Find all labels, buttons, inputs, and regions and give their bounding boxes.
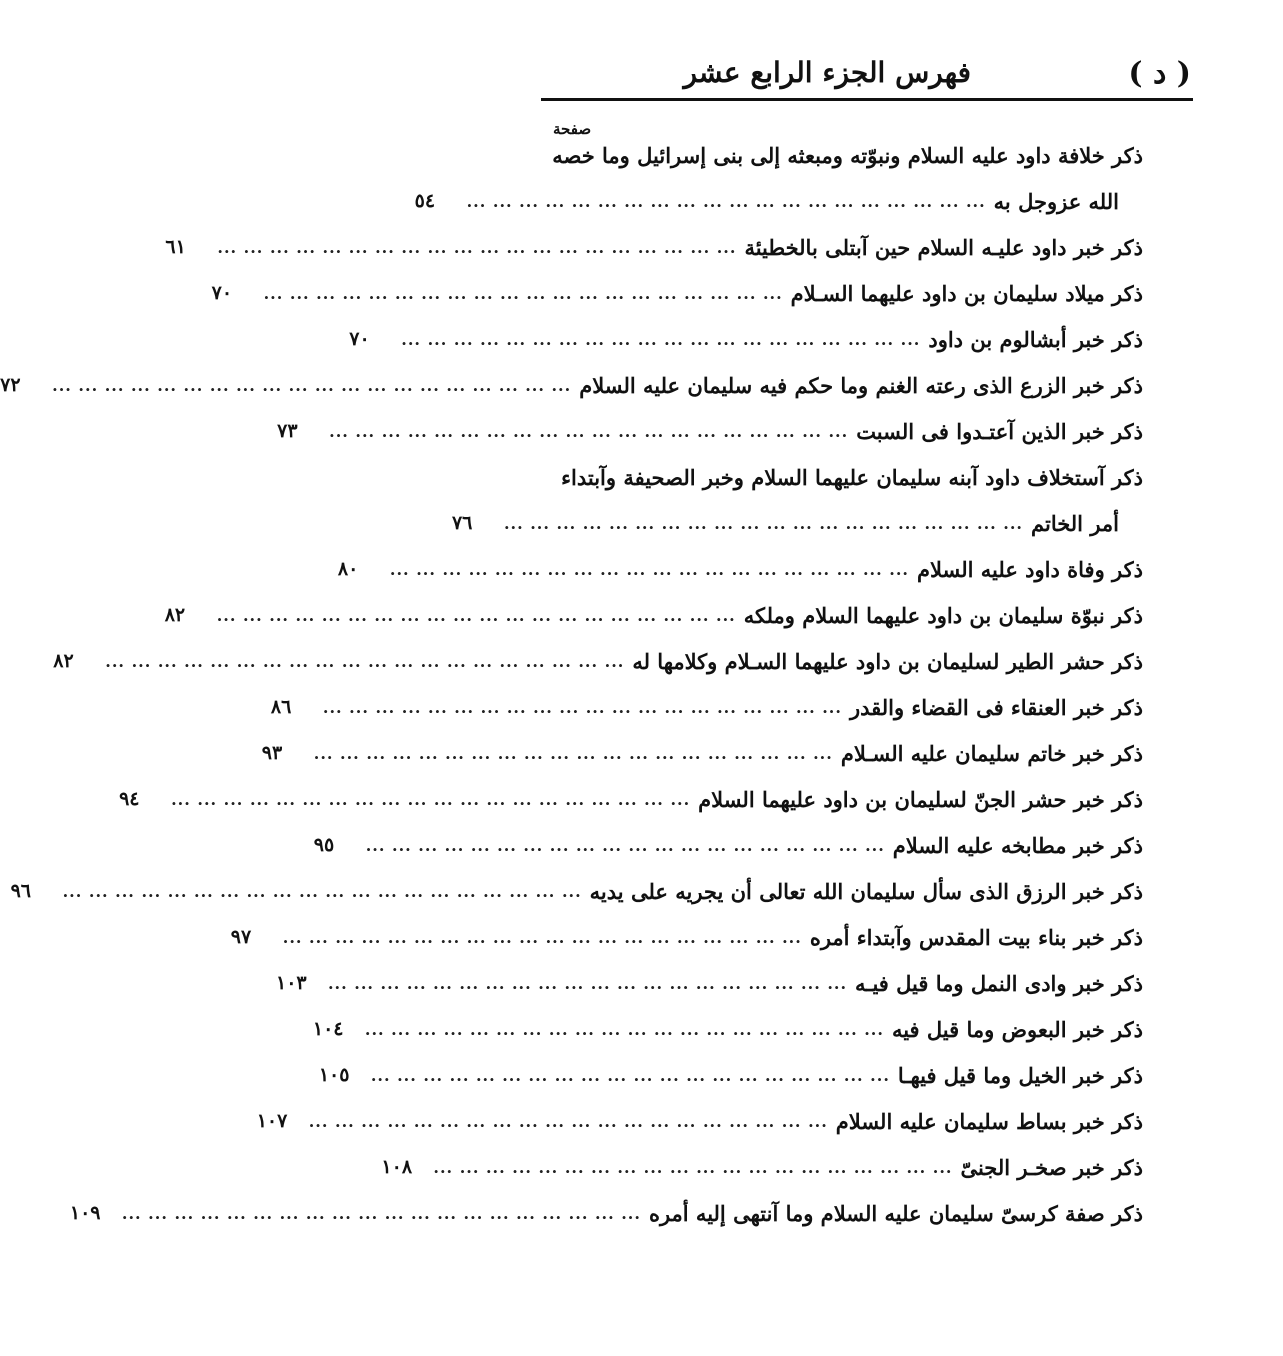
toc-entry-title: ذكر خبر مطابخه عليه السلام <box>892 832 1143 858</box>
toc-entry-line <box>119 776 1143 822</box>
toc-entry-line <box>261 730 1143 776</box>
toc-entry-page: ١٠٧ <box>256 1110 288 1132</box>
toc-entry-title: ذكر آستخلاف داود آبنه سليمان عليهما السلام وخبر الصحيفة وآبتداء <box>561 464 1143 490</box>
toc-entry <box>270 684 1143 730</box>
leader-dots: ... ... ... ... ... ... ... ... ... ... ... ... ... ... ... ... ... ... ... ... <box>263 283 783 303</box>
leader-dots: ... ... ... ... ... ... ... ... ... ... ... ... ... ... ... ... ... ... ... ... <box>105 651 625 671</box>
toc-entry-title: ذكر خبر بساط سليمان عليه السلام <box>835 1108 1143 1134</box>
toc-entry-title: ذكر خبر صخـر الجنىّ <box>960 1154 1143 1180</box>
toc-entry <box>69 1190 1143 1236</box>
toc-entry-line <box>313 822 1143 868</box>
toc-entry-line <box>0 362 1143 408</box>
toc-entry <box>337 546 1143 592</box>
toc-entry-page: ١٠٥ <box>318 1064 350 1086</box>
leader-dots: ... ... ... ... ... ... ... ... ... ... ... ... ... ... ... ... ... ... ... ... <box>365 835 885 855</box>
page-column-label: صفحة <box>553 120 592 138</box>
toc-entry-line <box>277 408 1143 454</box>
toc-entry-title: ذكر خبر الزرع الذى رعته الغنم وما حكم فيه سليمان عليه السلام <box>579 372 1143 398</box>
toc-entry-title: ذكر خبر الخيل وما قيل فيهـا <box>897 1062 1143 1088</box>
toc-entry-title-continued: أمر الخاتم <box>1031 510 1119 536</box>
toc-entry <box>261 730 1143 776</box>
toc-entry-line <box>318 1052 1143 1098</box>
toc-entry <box>349 316 1143 362</box>
toc-entry-line <box>312 1006 1143 1052</box>
leader-dots: ... ... ... ... ... ... ... ... ... ... ... ... ... ... ... ... ... ... ... ... <box>282 927 802 947</box>
toc-entry-page: ٧٣ <box>277 420 298 442</box>
toc-entry-line <box>553 454 1143 500</box>
toc-entry-page: ٥٤ <box>414 190 436 212</box>
toc-entry-page: ٩٥ <box>313 834 335 856</box>
leader-dots: ... ... ... ... ... ... ... ... ... ... ... ... ... ... ... ... ... ... ... ... <box>364 1019 884 1039</box>
toc-entry-continuation <box>414 178 1143 224</box>
leader-dots: ... ... ... ... ... ... ... ... ... ... ... ... ... ... ... ... ... ... ... ... <box>171 789 691 809</box>
toc-entry <box>53 638 1143 684</box>
leader-dots: ... ... ... ... ... ... ... ... ... ... ... ... ... ... ... ... ... ... ... ... <box>313 743 833 763</box>
toc-entry-line <box>230 914 1143 960</box>
toc-entry-line <box>553 132 1143 178</box>
toc-entry-title: ذكر خبر خاتم سليمان عليه السـلام <box>840 740 1143 766</box>
toc-entry-title: ذكر خبر البعوض وما قيل فيه <box>891 1016 1143 1042</box>
toc-entry-title: ذكر خبر الرزق الذى سأل سليمان الله تعالى أن يجريه على يديه <box>589 878 1143 904</box>
table-of-contents <box>0 132 1143 1236</box>
page-title: فهرس الجزء الرابع عشر <box>683 56 971 89</box>
toc-entry-line <box>275 960 1143 1006</box>
leader-dots: ... ... ... ... ... ... ... ... ... ... ... ... ... ... ... ... ... ... ... ... <box>329 421 849 441</box>
toc-entry-page: ٩٤ <box>119 788 140 810</box>
leader-dots: ... ... ... ... ... ... ... ... ... ... ... ... ... ... ... ... ... ... ... ... <box>466 191 986 211</box>
toc-entry-title: ذكر خبر الذين آعتـدوا فى السبت <box>856 418 1143 444</box>
toc-entry-title: ذكر خبر بناء بيت المقدس وآبتداء أمره <box>809 924 1143 950</box>
toc-entry-page: ١٠٣ <box>275 972 307 994</box>
toc-entry-line <box>211 270 1143 316</box>
toc-entry-line <box>270 684 1143 730</box>
toc-entry-line <box>256 1098 1143 1144</box>
leader-dots: ... ... ... ... ... ... ... ... ... ... ... ... ... ... ... ... ... ... ... ... <box>389 559 909 579</box>
toc-entry-title: ذكر خبر حشر الجنّ لسليمان بن داود عليهما السلام <box>698 786 1143 812</box>
toc-entry-page: ٨٢ <box>53 650 74 672</box>
leader-dots: ... ... ... ... ... ... ... ... ... ... ... ... ... ... ... ... ... ... ... ... <box>121 1203 641 1223</box>
toc-entry-line <box>53 638 1143 684</box>
toc-entry-page: ٨٢ <box>164 604 186 626</box>
toc-entry-line <box>349 316 1143 362</box>
toc-entry <box>256 1098 1143 1144</box>
leader-dots: ... ... ... ... ... ... ... ... ... ... ... ... ... ... ... ... ... ... ... ... <box>52 375 572 395</box>
toc-entry <box>230 914 1143 960</box>
toc-entry-line <box>381 1144 1143 1190</box>
toc-entry-line <box>164 592 1143 638</box>
toc-entry-page: ٨٦ <box>270 696 292 718</box>
toc-entry-title: ذكر خلافة داود عليه السلام ونبوّته ومبعثه إلى بنى إسرائيل وما خصه <box>552 142 1143 168</box>
leader-dots: ... ... ... ... ... ... ... ... ... ... ... ... ... ... ... ... ... ... ... ... <box>401 329 921 349</box>
toc-entry-title: ذكر خبر داود عليـه السلام حين آبتلى بالخطيئة <box>744 234 1143 260</box>
running-header <box>541 50 1191 98</box>
toc-entry <box>277 408 1143 454</box>
toc-entry <box>164 592 1143 638</box>
leader-dots: ... ... ... ... ... ... ... ... ... ... ... ... ... ... ... ... ... ... ... ... <box>217 237 737 257</box>
toc-entry-title: ذكر وفاة داود عليه السلام <box>916 556 1143 582</box>
toc-entry-page: ٩٧ <box>230 926 252 948</box>
toc-entry-title: ذكر خبر العنقاء فى القضاء والقدر <box>849 694 1143 720</box>
toc-entry-title-continued: الله عزوجل به <box>993 188 1119 214</box>
toc-entry-line <box>10 868 1143 914</box>
toc-entry-page: ١٠٤ <box>312 1018 344 1040</box>
toc-entry <box>275 960 1143 1006</box>
toc-entry-page: ١٠٩ <box>69 1202 101 1224</box>
header-rule <box>541 98 1193 101</box>
page-number: ( د ) <box>1128 56 1191 91</box>
leader-dots: ... ... ... ... ... ... ... ... ... ... ... ... ... ... ... ... ... ... ... ... <box>62 881 582 901</box>
toc-entry-page: ٧٠ <box>211 282 233 304</box>
toc-entry-page: ٧٦ <box>451 512 473 534</box>
toc-entry-title: ذكر خبر أبشالوم بن داود <box>928 326 1143 352</box>
toc-entry-page: ٧٢ <box>0 374 21 396</box>
toc-entry-title: ذكر خبر وادى النمل وما قيل فيـه <box>855 970 1143 996</box>
toc-entry-title: ذكر نبوّة سليمان بن داود عليهما السلام وملكه <box>743 602 1143 628</box>
toc-entry <box>10 868 1143 914</box>
toc-entry-page: ٧٠ <box>349 328 370 350</box>
leader-dots: ... ... ... ... ... ... ... ... ... ... ... ... ... ... ... ... ... ... ... ... <box>216 605 736 625</box>
leader-dots: ... ... ... ... ... ... ... ... ... ... ... ... ... ... ... ... ... ... ... ... <box>370 1065 890 1085</box>
toc-entry-page: ١٠٨ <box>381 1156 413 1178</box>
leader-dots: ... ... ... ... ... ... ... ... ... ... ... ... ... ... ... ... ... ... ... ... <box>503 513 1023 533</box>
toc-entry-line <box>69 1190 1143 1236</box>
toc-entry-continuation <box>451 500 1143 546</box>
toc-entry-page: ٩٣ <box>261 742 283 764</box>
toc-entry-page: ٦١ <box>165 236 186 258</box>
leader-dots: ... ... ... ... ... ... ... ... ... ... ... ... ... ... ... ... ... ... ... ... <box>327 973 848 993</box>
toc-entry <box>211 270 1143 316</box>
toc-entry-page: ٨٠ <box>337 558 359 580</box>
toc-entry <box>381 1144 1143 1190</box>
toc-entry-title: ذكر ميلاد سليمان بن داود عليهما السـلام <box>790 280 1143 306</box>
toc-entry-page: ٩٦ <box>10 880 32 902</box>
toc-entry-line <box>165 224 1143 270</box>
toc-entry-line <box>337 546 1143 592</box>
toc-entry <box>414 132 1143 224</box>
leader-dots: ... ... ... ... ... ... ... ... ... ... ... ... ... ... ... ... ... ... ... ... <box>433 1157 953 1177</box>
toc-entry <box>0 362 1143 408</box>
leader-dots: ... ... ... ... ... ... ... ... ... ... ... ... ... ... ... ... ... ... ... ... <box>308 1111 828 1131</box>
leader-dots: ... ... ... ... ... ... ... ... ... ... ... ... ... ... ... ... ... ... ... ... <box>322 697 842 717</box>
toc-entry-title: ذكر صفة كرسىّ سليمان عليه السلام وما آنتهى إليه أمره <box>648 1200 1143 1226</box>
toc-entry <box>313 822 1143 868</box>
toc-entry <box>451 454 1143 546</box>
toc-entry <box>165 224 1143 270</box>
toc-entry <box>312 1006 1143 1052</box>
toc-entry <box>119 776 1143 822</box>
toc-entry <box>318 1052 1143 1098</box>
toc-entry-title: ذكر حشر الطير لسليمان بن داود عليهما السـلام وكلامها له <box>632 648 1143 674</box>
